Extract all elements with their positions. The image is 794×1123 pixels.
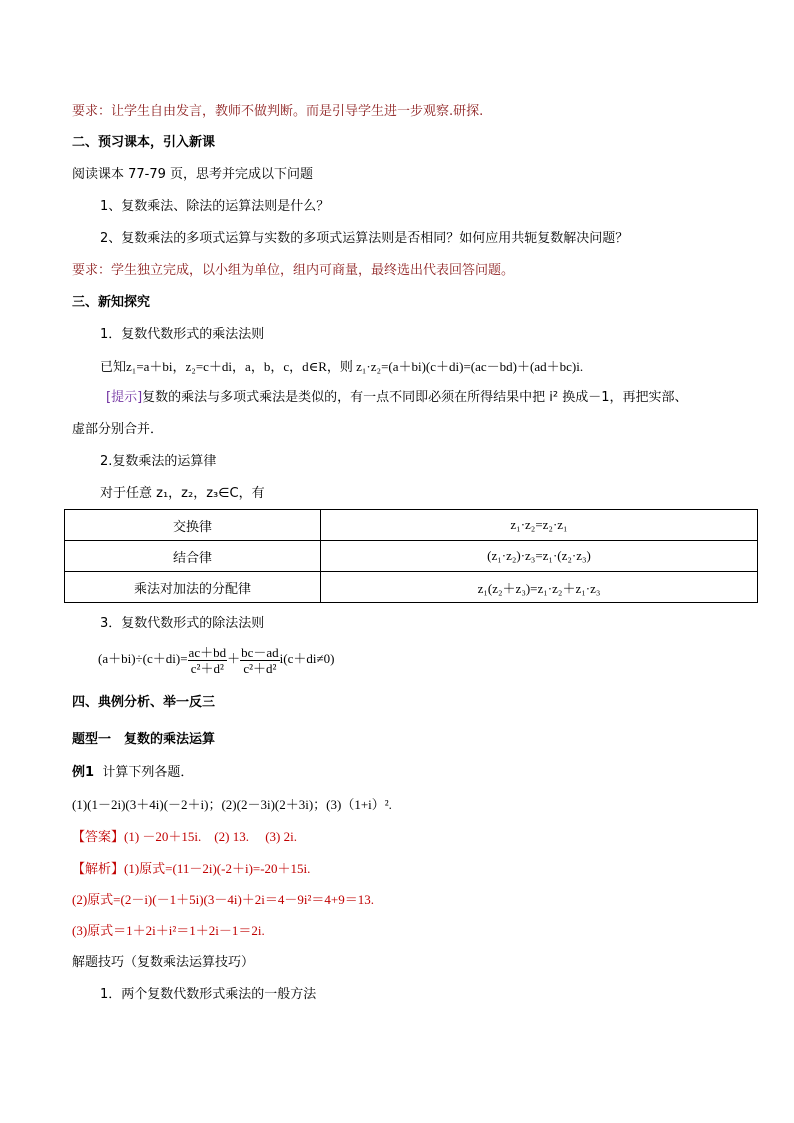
operation-laws-table <box>64 509 758 603</box>
division-tail: i(c＋di≠0) <box>279 651 335 666</box>
fraction-denominator: c²＋d² <box>243 660 277 676</box>
analysis-line <box>72 860 310 878</box>
fraction-numerator: bc－ad <box>241 644 279 660</box>
law-formula: z₁·z₂=z₂·z₁ <box>321 510 758 541</box>
hint-text-1: 复数的乘法与多项式乘法是类似的，有一点不同即必须在所得结果中把 i² 换成－1，再把实部、 <box>142 390 688 405</box>
reading-instruction: 阅读课本 77-79 页，思考并完成以下问题 <box>72 167 314 182</box>
hint-label: [提示] <box>106 390 143 405</box>
question-2: 2、复数乘法的多项式运算与实数的多项式运算法则是否相同？如何应用共轭复数解决问题？ <box>100 231 629 246</box>
division-fraction-1 <box>188 645 228 676</box>
section-4-title: 四、典例分析、举一反三 <box>72 695 216 710</box>
section-3-title: 三、新知探究 <box>72 295 151 310</box>
law-formula: z₁(z₂＋z₃)=z₁·z₂＋z₁·z₃ <box>321 572 758 603</box>
example-label: 例1 <box>72 765 95 780</box>
fraction-numerator: ac＋bd <box>188 644 227 660</box>
question-1: 1、复数乘法、除法的运算法则是什么？ <box>100 199 330 214</box>
multiplication-rule <box>100 358 583 376</box>
section-2-title: 二、预习课本，引入新课 <box>72 135 216 150</box>
answer-line <box>72 828 297 846</box>
answer-label: 【答案】 <box>72 830 125 845</box>
division-formula <box>98 642 334 676</box>
table-row <box>65 572 758 603</box>
question-type-1-title: 题型一 复数的乘法运算 <box>72 732 216 747</box>
law-formula: (z₁·z₂)·z₃=z₁·(z₂·z₃) <box>321 541 758 572</box>
analysis-label: 【解析】 <box>72 862 125 877</box>
division-fraction-2 <box>240 645 280 676</box>
fraction-denominator: c²＋d² <box>190 660 224 676</box>
law-name: 交换律 <box>65 510 321 541</box>
law-name: 结合律 <box>65 541 321 572</box>
table-row <box>65 541 758 572</box>
item-1-title: 1．复数代数形式的乘法法则 <box>100 327 265 342</box>
hint-line-2: 虚部分别合并． <box>72 422 164 437</box>
requirement-1: 要求：让学生自由发言，教师不做判断。而是引导学生进一步观察.研探. <box>72 104 484 119</box>
table-row <box>65 510 758 541</box>
example-1-problems: (1)(1－2i)(3＋4i)(－2＋i)；(2)(2－3i)(2＋3i)；(3)（1+i）². <box>72 797 392 812</box>
hint-line-1 <box>106 389 688 406</box>
solution-1: (1)原式=(11－2i)(-2＋i)=-20＋15i. <box>124 861 311 876</box>
solution-2: (2)原式=(2－i)(－1＋5i)(3－4i)＋2i＝4－9i²＝4+9＝13. <box>72 892 375 907</box>
answer-text: (1) －20＋15i. (2) 13. (3) 2i. <box>124 829 297 844</box>
law-name: 乘法对加法的分配律 <box>65 572 321 603</box>
division-plus: ＋ <box>227 651 241 666</box>
multiplication-formula: z₁=a＋bi，z₂=c＋di，a，b，c，d∈R，则 z₁·z₂=(a＋bi)(c＋di)=(ac－bd)＋(ad＋bc)i. <box>126 359 584 374</box>
item-3-title: 3．复数代数形式的除法法则 <box>100 616 265 631</box>
example-text: 计算下列各题． <box>102 765 194 780</box>
skill-item-1: 1．两个复数代数形式乘法的一般方法 <box>100 987 317 1002</box>
example-1 <box>72 764 193 781</box>
skill-title: 解题技巧（复数乘法运算技巧） <box>72 955 255 970</box>
requirement-2: 要求：学生独立完成，以小组为单位，组内可商量，最终选出代表回答问题。 <box>72 263 515 278</box>
forall-text: 对于任意 z₁，z₂，z₃∈C，有 <box>100 486 265 501</box>
item-2-title: 2.复数乘法的运算律 <box>100 454 217 469</box>
solution-3: (3)原式＝1＋2i＋i²＝1＋2i－1＝2i. <box>72 923 265 938</box>
known-prefix: 已知 <box>100 360 127 375</box>
division-lhs: (a＋bi)÷(c＋di)= <box>98 651 188 666</box>
